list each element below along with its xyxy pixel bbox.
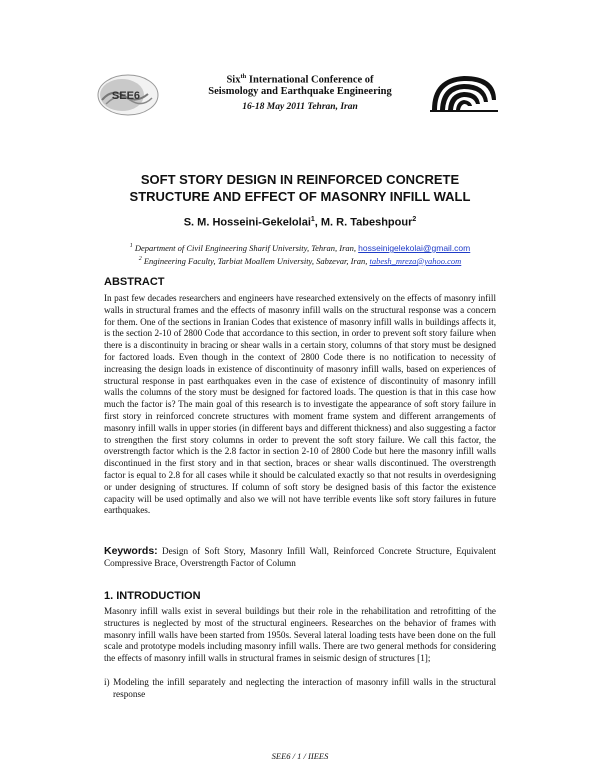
abstract-heading: ABSTRACT bbox=[104, 276, 165, 288]
introduction-heading: 1. INTRODUCTION bbox=[104, 590, 201, 602]
paper-title-line1: SOFT STORY DESIGN IN REINFORCED CONCRETE bbox=[140, 172, 460, 187]
keywords bbox=[104, 546, 496, 570]
introduction-text: Masonry infill walls exist in several buildings but their role in the rehabilitation and retrofitting of the structures is neglected by most of the structural engineers. Researches on the behavior of frames with masonry infill walls have been started from 1950s. Several lateral loading tests have been done on the full scale and prototype models including masonry infill walls. There are two general methods for considering the effects of masonry infill walls in structural frames in seismic design of structures [1]; bbox=[104, 606, 496, 664]
conference-dates: 16-18 May 2011 Tehran, Iran bbox=[242, 102, 358, 112]
conference-title-line1: Six$^{th}$ International Conference of bbox=[226, 73, 374, 86]
conference-title-line2: Seismology and Earthquake Engineering bbox=[208, 86, 392, 97]
author1-email-link[interactable]: hosseinigelekolai@gmail.com bbox=[358, 242, 471, 253]
keywords-text: Design of Soft Story, Masonry Infill Wall, Reinforced Concrete Structure, Equivalent Compressive Brace, Overstrength Factor of Column bbox=[104, 546, 496, 568]
introduction-list-item-1: i) Modeling the infill separately and neglecting the interaction of masonry infill walls in the structural response bbox=[104, 677, 496, 699]
logo-left-text: SEE6 bbox=[111, 90, 141, 102]
conference-logo bbox=[92, 70, 162, 120]
page-footer: SEE6 / 1 / IIEES bbox=[271, 751, 329, 761]
affiliation-2: $^2$ Engineering Faculty, Tarbiat Moallem University, Sabzevar, Iran, tabesh_mreza@yahoo.com bbox=[138, 255, 462, 266]
abstract-text: In past few decades researchers and engineers have researched extensively on the effects of masonry infill walls in structural frames and the effects of masonry infill walls on the structural response was a concern for them. One of the sections in Iranian Codes that existence of masonry infill walls in buildings affects it, is the section 2-10 of 2800 Code that accordance to this section, in order to prevent soft story failure when there is a discontinuity in bracing or shear walls in a certain story, columns of that story must be designed for factored loads. Even though in the context of 2800 Code there is no notification to necessity of increasing the design loads in existence of discontinuity of masonry infill walls, based on experiences of structural response in past earthquakes even in the case of existence of discontinuity of masonry infill walls the columns of the story must be designed for factored loads. The question is that in this case how much the factor is? The main goal of this research is to investigate the appearance of soft story failure in first story in reinforced concrete structures with moment frame system and different arrangements of masonry infill walls in upper stories (in different bays and different thickness) and also suggesting a factor to strengthen the first story columns in order to prevent the soft story failure. We call this factor, the overstrength factor which is the 2.8 factor in section 2-10 of 2800 Code but here the masonry infill walls discontinued in the first story and in that section, braces or shear walls discontinued. The overstrength factor is equal to 2.8 for all cases while it should be calculated exactly so that not results in overdesigning or under designing of structures. If column of soft story be designed basis of this factor the existence capacity will be used optimally and also we will not have terrible events like soft story failures in future earthquakes. bbox=[104, 293, 496, 516]
author2-email-link[interactable]: tabesh_mreza@yahoo.com bbox=[369, 255, 462, 266]
paper-authors: S. M. Hosseini-Gekelolai$^1$, M. R. Tabeshpour$^2$ bbox=[183, 216, 417, 229]
affiliation-1: $^1$ Department of Civil Engineering Sharif University, Tehran, Iran, hosseinigelekolai@gmail.com bbox=[129, 242, 471, 253]
paper-title-line2: STRUCTURE AND EFFECT OF MASONRY INFILL WALL bbox=[129, 189, 471, 204]
keywords-label: Keywords: bbox=[104, 545, 158, 557]
institute-logo bbox=[428, 70, 500, 114]
